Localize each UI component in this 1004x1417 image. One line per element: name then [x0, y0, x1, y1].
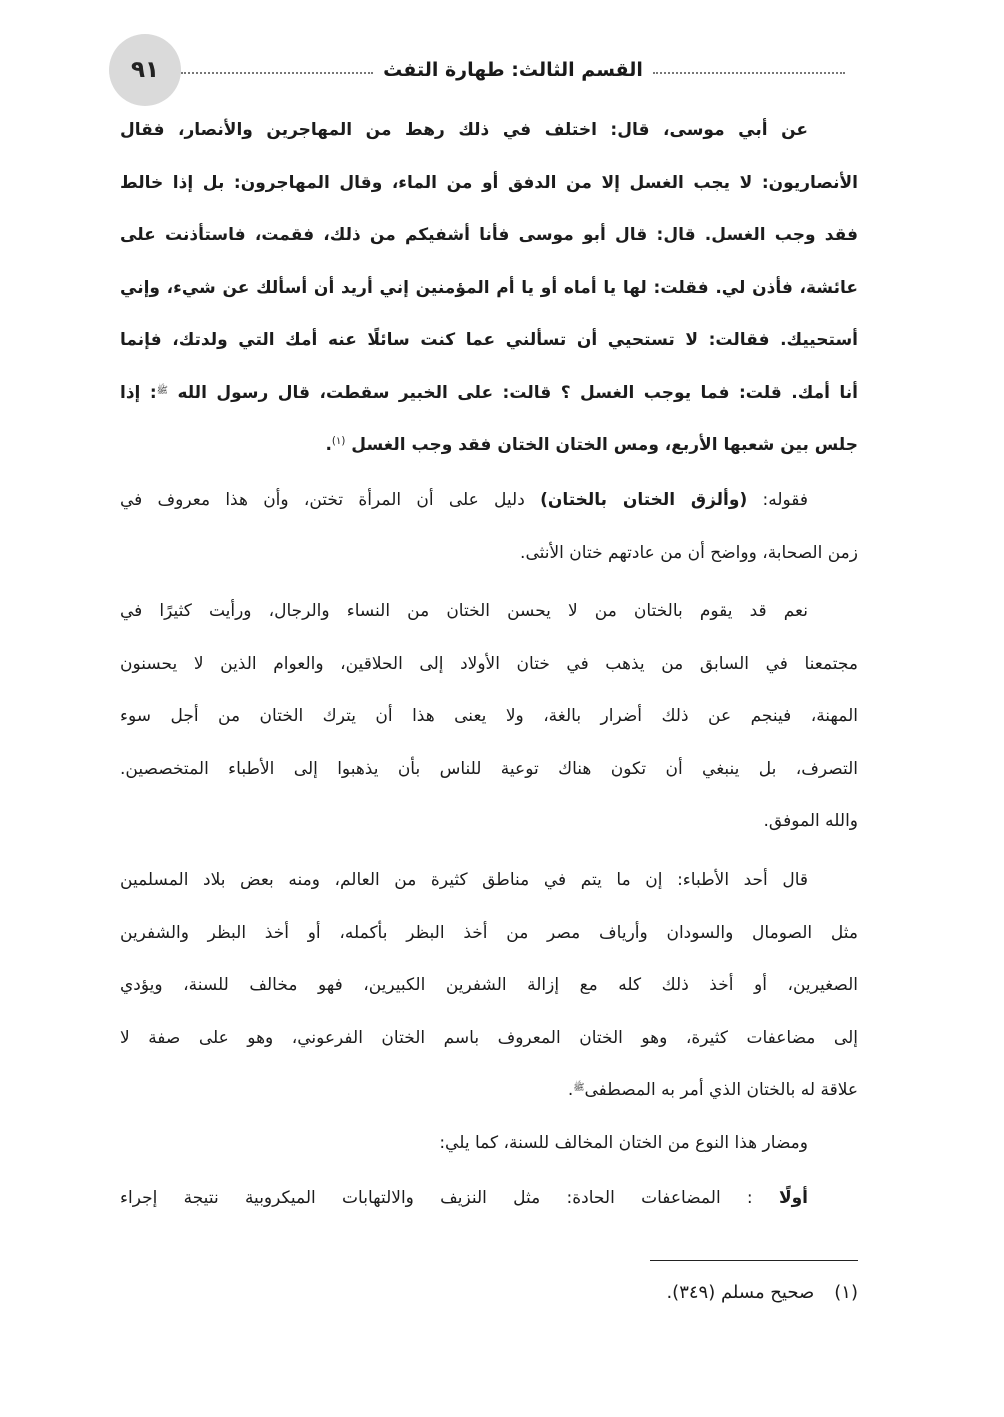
footnote	[666, 1278, 858, 1308]
text-line: نعم قد يقوم بالختان من لا يحسن الختان من النساء والرجال، ورأيت كثيرًا في	[120, 601, 808, 621]
line-text: جلس بين شعبها الأربع، ومس الختان الختان فقد وجب الغسل	[351, 435, 858, 455]
text-line	[120, 367, 858, 420]
line-text: .	[325, 435, 332, 455]
line-text: علاقة له بالختان الذي أمر به المصطفى	[584, 1080, 858, 1100]
text-line: قال أحد الأطباء: إن ما يتم في مناطق كثيرة من العالم، ومنه بعض بلاد المسلمين	[120, 870, 808, 890]
text-line	[120, 1172, 858, 1225]
text-line: الأنصاريون: لا يجب الغسل إلا من الدفق أو من الماء، وقال المهاجرون: بل إذا خالط	[120, 172, 858, 193]
text-line: التصرف، بل ينبغي أن تكون هناك توعية للناس بأن يذهبوا إلى الأطباء المتخصصين.	[120, 758, 858, 779]
text-line: إلى مضاعفات كثيرة، وهو الختان المعروف باسم الختان الفرعوني، وهو على صفة لا	[120, 1027, 858, 1048]
text-line: عائشة، فأذن لي. فقلت: لها يا أماه أو يا أم المؤمنين إني أريد أن أسألك عن شيء، وإني	[120, 277, 858, 298]
line-text: دليل على أن المرأة تختن، وأن هذا معروف في	[120, 490, 525, 510]
line-text: فقوله:	[762, 490, 809, 510]
commentary-paragraph-1	[120, 474, 858, 579]
text-line: المهنة، فينجم عن ذلك أضرار بالغة، ولا يعنى هذا أن يترك الختان من أجل سوء	[120, 706, 858, 726]
text-line: مثل الصومال والسودان وأرياف مصر من أخذ البظر بأكمله، أو أخذ البظر والشفرين	[120, 922, 858, 943]
footnote-reference: (١)	[331, 435, 346, 447]
running-header	[109, 34, 845, 106]
text-line	[120, 1064, 858, 1117]
dotted-leader-left	[181, 72, 373, 74]
page-number-badge: ٩١	[109, 34, 181, 106]
text-line: والله الموفق.	[763, 811, 858, 831]
running-title: القسم الثالث: طهارة التفث	[383, 59, 643, 81]
line-text: : المضاعفات الحادة: مثل النزيف والالتهابات الميكروبية نتيجة إجراء	[120, 1188, 753, 1208]
list-ordinal: أولًا	[778, 1188, 809, 1208]
line-text: أنا أمك. قلت: فما يوجب الغسل ؟ قالت: على الخبير سقطت، قال رسول الله	[177, 382, 858, 403]
text-line: مجتمعنا في السابق من يذهب في ختان الأولاد إلى الحلاقين، والعوام الذين لا يحسنون	[120, 653, 858, 674]
footnote-text: صحيح مسلم (٣٤٩).	[666, 1282, 815, 1303]
text-line	[120, 419, 858, 472]
quoted-phrase: (وألزق الختان بالختان)	[540, 490, 748, 510]
medical-quote-paragraph	[120, 854, 858, 1117]
text-line: أستحييك. فقالت: لا تستحيي أن تسألني عما كنت سائلًا عنه أمك التي ولدتك، فإنما	[120, 330, 858, 350]
text-line: فقد وجب الغسل. قال: قال أبو موسى فأنا أشفيكم من ذلك، فقمت، فاستأذنت على	[120, 225, 858, 245]
text-line: عن أبي موسى، قال: اختلف في ذلك رهط من المهاجرين والأنصار، فقال	[120, 120, 808, 140]
text-line	[120, 474, 858, 527]
harms-intro-paragraph	[120, 1117, 858, 1170]
harms-item-first-paragraph	[120, 1172, 858, 1225]
honorific-symbol: ﷺ	[156, 384, 168, 396]
honorific-symbol: ﷺ	[573, 1081, 585, 1093]
footnote-marker: (١)	[834, 1282, 858, 1303]
footnote-separator	[650, 1260, 858, 1261]
dotted-leader-right	[653, 72, 845, 74]
text-line: الصغيرين، أو أخذ ذلك كله مع إزالة الشفرين الكبيرين، فهو مخالف للسنة، ويؤدي	[120, 975, 858, 995]
line-text: : إذا	[120, 382, 157, 403]
hadith-paragraph	[120, 104, 858, 472]
text-line: زمن الصحابة، وواضح أن من عادتهم ختان الأنثى.	[520, 542, 858, 563]
text-line: ومضار هذا النوع من الختان المخالف للسنة، كما يلي:	[439, 1133, 808, 1153]
commentary-paragraph-2	[120, 585, 858, 848]
line-text: .	[567, 1080, 574, 1100]
